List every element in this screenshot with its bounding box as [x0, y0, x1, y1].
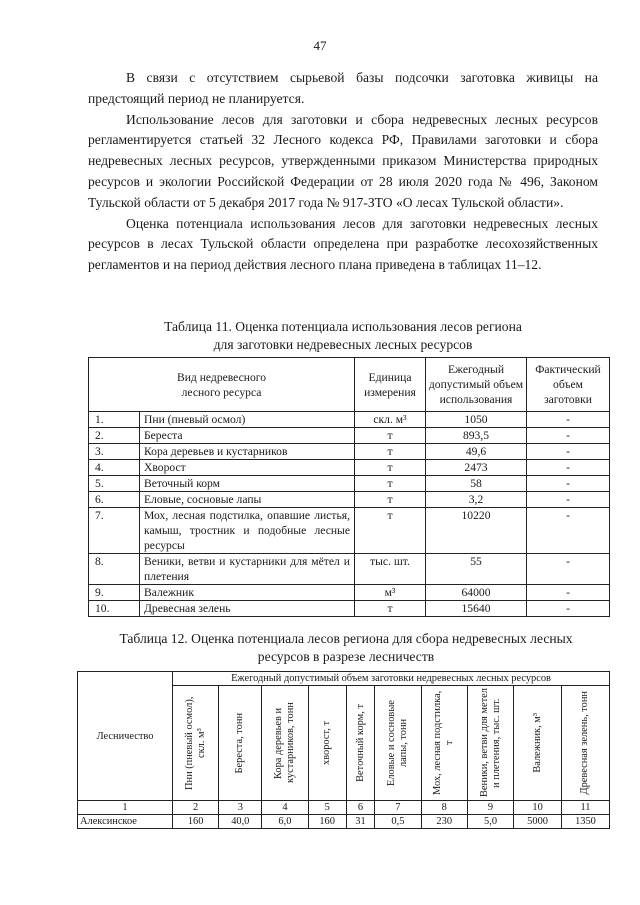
body-text — [88, 68, 598, 276]
table11-resource-name: Валежник — [140, 585, 355, 601]
table11-row-number: 2. — [89, 428, 140, 444]
table12-column-number: 9 — [467, 801, 513, 815]
table11-row — [89, 601, 610, 617]
table12-value: 5000 — [514, 815, 562, 829]
table11-unit: скл. м³ — [355, 412, 426, 428]
table11-row — [89, 492, 610, 508]
table12-column-number: 7 — [375, 801, 421, 815]
table11-row — [89, 476, 610, 492]
table12-column-number: 1 — [78, 801, 173, 815]
table11-actual: - — [527, 492, 610, 508]
table11-resource-name: Береста — [140, 428, 355, 444]
table11-row — [89, 460, 610, 476]
table11-row-number: 3. — [89, 444, 140, 460]
table12-value: 31 — [346, 815, 375, 829]
table12-value: 160 — [173, 815, 219, 829]
table12-column-header-text: Веточный корм, т — [354, 704, 366, 782]
table11-unit: т — [355, 444, 426, 460]
table11-unit: т — [355, 601, 426, 617]
table12-column-header — [467, 686, 513, 801]
paragraph-1: В связи с отсутствием сырьевой базы подсочки заготовка живицы на предстоящий период не планируется. — [88, 70, 598, 106]
table11-volume: 1050 — [426, 412, 527, 428]
table12-column-header-text: Веники, ветви для метел и плетения, тыс. шт. — [478, 688, 502, 798]
table12-column-header — [561, 686, 609, 801]
table11-resource-name: Кора деревьев и кустарников — [140, 444, 355, 460]
table12-value: 160 — [308, 815, 346, 829]
table12-column-header-text: Древесная зелень, тонн — [579, 691, 591, 795]
table11-caption — [88, 318, 598, 354]
table11-row-number: 9. — [89, 585, 140, 601]
table12-column-header — [514, 686, 562, 801]
table12-column-number: 4 — [262, 801, 308, 815]
table11-actual: - — [527, 412, 610, 428]
table12-column-header-text: хворост, т — [321, 721, 333, 765]
table11-row — [89, 585, 610, 601]
table11-unit: т — [355, 476, 426, 492]
table11-resource-name: Древесная зелень — [140, 601, 355, 617]
table11-row-number: 5. — [89, 476, 140, 492]
table11-header-resource — [89, 358, 355, 412]
table11-volume: 3,2 — [426, 492, 527, 508]
page-number: 47 — [313, 38, 327, 53]
table11-unit: т — [355, 508, 426, 554]
table12-column-header-text: Мох, лесная подстилка, т — [432, 690, 456, 796]
table11-header-actual: Фактический объем заготовки — [527, 358, 610, 412]
paragraph-2: Использование лесов для заготовки и сбора недревесных лесных ресурсов регламентируется статьей 32 Лесного кодекса РФ, Правилами заготовки и сбора недревесных лесных ресурсов, утвержденными приказом Министерства природных ресурсов и экологии Российской Федерации от 28 июля 2020 года № 496, Законом Тульской области от 5 декабря 2017 года № 917-ЗТО «О лесах Тульской области». — [88, 111, 598, 210]
table11-header-unit: Единица измерения — [355, 358, 426, 412]
table12-column-number: 8 — [421, 801, 467, 815]
paragraph-3: Оценка потенциала использования лесов для заготовки недревесных лесных ресурсов в лесах Тульской области определена при разработке лесохозяйственных регламентов и на период действия лесного плана приведена в таблицах 11–12. — [88, 215, 598, 273]
table12-column-number: 11 — [561, 801, 609, 815]
table11-volume: 64000 — [426, 585, 527, 601]
table12-column-header — [219, 686, 262, 801]
table11-row-number: 1. — [89, 412, 140, 428]
table12-column-header-text: Береста, тонн — [234, 712, 246, 774]
table12-column-header — [262, 686, 308, 801]
table-11 — [88, 357, 610, 617]
table11-actual: - — [527, 508, 610, 554]
table11-volume: 2473 — [426, 460, 527, 476]
table-12 — [77, 671, 610, 829]
table12-header-forestry: Лесничество — [78, 672, 173, 801]
table12-column-number: 6 — [346, 801, 375, 815]
table11-row-number: 6. — [89, 492, 140, 508]
table11-row-number: 4. — [89, 460, 140, 476]
table11-row — [89, 428, 610, 444]
table12-column-number: 2 — [173, 801, 219, 815]
table11-header-volume: Ежегодный допустимый объем использования — [426, 358, 527, 412]
table12-column-header — [346, 686, 375, 801]
table12-value: 6,0 — [262, 815, 308, 829]
table12-column-header — [173, 686, 219, 801]
table12-value: 40,0 — [219, 815, 262, 829]
table11-actual: - — [527, 428, 610, 444]
table11-volume: 58 — [426, 476, 527, 492]
table12-column-header — [421, 686, 467, 801]
table11-volume: 15640 — [426, 601, 527, 617]
table11-volume: 893,5 — [426, 428, 527, 444]
table12-column-header-text: Пни (пневый осмол), скл. м³ — [183, 696, 207, 790]
table11-unit: т — [355, 460, 426, 476]
table11-unit: тыс. шт. — [355, 554, 426, 585]
table11-row — [89, 444, 610, 460]
table11-row — [89, 508, 610, 554]
table11-actual: - — [527, 460, 610, 476]
table12-column-number: 3 — [219, 801, 262, 815]
table12-column-header-text: Еловые и сосновые лапы, тонн — [385, 700, 409, 786]
table11-actual: - — [527, 554, 610, 585]
table12-column-header — [375, 686, 421, 801]
table11-caption-line2: для заготовки недревесных лесных ресурсов — [213, 337, 473, 352]
table12-value: 1350 — [561, 815, 609, 829]
table12-column-header-text: Кора деревьев и кустарников, тонн — [272, 702, 296, 784]
table11-resource-name: Мох, лесная подстилка, опавшие листья, камыш, тростник и подобные лесные ресурсы — [140, 508, 355, 554]
table11-resource-name: Веники, ветви и кустарники для мётел и плетения — [140, 554, 355, 585]
table12-column-number: 5 — [308, 801, 346, 815]
table11-actual: - — [527, 476, 610, 492]
table12-column-header-text: Валежник, м³ — [531, 713, 543, 773]
table11-resource-name: Пни (пневый осмол) — [140, 412, 355, 428]
table11-row-number: 7. — [89, 508, 140, 554]
table11-resource-name: Веточный корм — [140, 476, 355, 492]
table12-value: 5,0 — [467, 815, 513, 829]
table12-caption-line1: Таблица 12. Оценка потенциала лесов региона для сбора недревесных лесных — [119, 631, 573, 646]
table11-actual: - — [527, 585, 610, 601]
table12-value: 0,5 — [375, 815, 421, 829]
table11-row — [89, 412, 610, 428]
table12-caption-line2: ресурсов в разрезе лесничеств — [257, 649, 435, 664]
table11-resource-name: Еловые, сосновые лапы — [140, 492, 355, 508]
table11-volume: 49,6 — [426, 444, 527, 460]
table11-row — [89, 554, 610, 585]
table11-actual: - — [527, 444, 610, 460]
table12-caption — [82, 630, 610, 666]
table11-caption-line1: Таблица 11. Оценка потенциала использования лесов региона — [164, 319, 522, 334]
table12-header-group: Ежегодный допустимый объем заготовки недревесных лесных ресурсов — [173, 672, 610, 686]
table11-actual: - — [527, 601, 610, 617]
table12-column-header — [308, 686, 346, 801]
table11-header-resource-line1: Вид недревесного — [176, 370, 267, 384]
table11-unit: т — [355, 492, 426, 508]
table11-unit: м³ — [355, 585, 426, 601]
table12-value: 230 — [421, 815, 467, 829]
table12-column-numbers-row — [78, 801, 610, 815]
table11-header-resource-line2: лесного ресурса — [181, 385, 262, 399]
table12-forestry-name: Алексинское — [78, 815, 173, 829]
table11-volume: 10220 — [426, 508, 527, 554]
table11-row-number: 10. — [89, 601, 140, 617]
table12-row — [78, 815, 610, 829]
table11-volume: 55 — [426, 554, 527, 585]
table11-row-number: 8. — [89, 554, 140, 585]
table12-column-number: 10 — [514, 801, 562, 815]
table11-unit: т — [355, 428, 426, 444]
table11-resource-name: Хворост — [140, 460, 355, 476]
